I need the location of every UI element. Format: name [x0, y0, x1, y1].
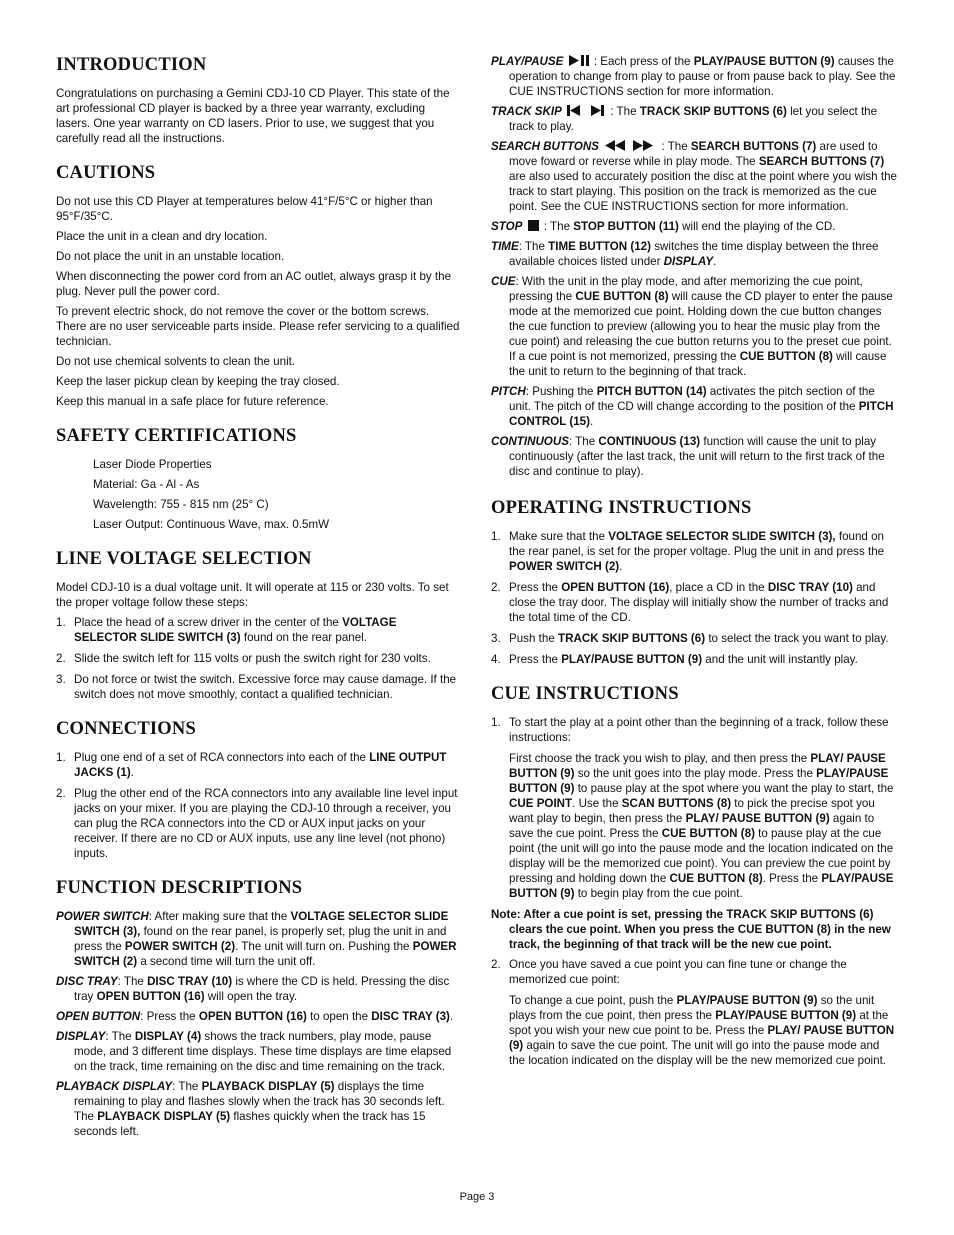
text-run: shows the track numbers, play mode, pause mode, and 3 different time displays. These time displays are time elapsed on the track, time remaining on the disc and time remaining on the track.	[74, 1030, 452, 1073]
text-run: : The	[568, 435, 599, 448]
bold-run: VOLTAGE SELECTOR SLIDE SWITCH (3)	[74, 616, 397, 644]
term: DISC TRAY	[56, 975, 118, 988]
text-run: found on the rear panel, is properly set, plug the unit in and press the	[74, 925, 447, 953]
step-number: 2.	[56, 787, 66, 800]
bold-run: CUE POINT	[509, 797, 573, 810]
bold-run: POWER SWITCH (2)	[509, 560, 620, 573]
text-run: Push the	[509, 632, 558, 645]
text-run: : Each press of the	[590, 55, 694, 68]
text-run: are also used to accurately position the disc at the point where you wish the track to start playing. This position on the track is memorized as the cue point. See the CUE INSTRUCTIONS section for more information.	[509, 170, 897, 213]
function-continuous	[491, 434, 898, 479]
text-run: again to save the cue point. The unit will go into the pause mode and the location indicated on the display will be the new memorized cue point.	[509, 1039, 887, 1067]
bold-run: PLAY/ PAUSE BUTTON (9)	[685, 812, 830, 825]
bold-run: PLAY/PAUSE BUTTON (9)	[509, 872, 894, 900]
text-run: will cause the unit to return to the beginning of that track.	[509, 350, 887, 378]
text-run: Press the	[509, 653, 562, 666]
bold-run: VOLTAGE SELECTOR SLIDE SWITCH (3),	[608, 530, 836, 543]
bold-run: POWER SWITCH (2)	[124, 940, 236, 953]
bold-run: OPEN BUTTON (16)	[561, 581, 670, 594]
cautions-heading: CAUTIONS	[56, 163, 156, 183]
text-run: . The unit will turn on. Pushing the	[235, 940, 413, 953]
cue-step	[491, 715, 898, 745]
function-play-pause	[491, 54, 898, 99]
line-voltage-step	[56, 672, 462, 702]
text-run: function will cause the unit to play continuously (after the last track, the unit will return to the first track of the disc and continue to play).	[509, 435, 885, 478]
bold-run: DISC TRAY (10)	[767, 581, 853, 594]
text-run: Make sure that the	[509, 530, 609, 543]
term: STOP	[491, 220, 523, 233]
left-column	[56, 54, 462, 1144]
term: SEARCH BUTTONS	[491, 140, 600, 153]
text-run: so the unit goes into the play mode. Press the	[574, 767, 817, 780]
step-text: Do not force or twist the switch. Excessive force may cause damage. If the switch does not move smoothly, contact a qualified technician.	[74, 673, 457, 701]
right-column	[491, 54, 898, 1074]
bold-run: PLAYBACK DISPLAY (5)	[201, 1080, 335, 1093]
bold-run: PITCH CONTROL (15)	[509, 400, 894, 428]
bold-run: LINE OUTPUT JACKS (1)	[74, 751, 447, 779]
step-number: 2.	[491, 581, 501, 594]
function-disc-tray	[56, 974, 462, 1004]
step-number: 2.	[56, 652, 66, 665]
page-number: Page 3	[459, 1191, 495, 1203]
play-pause-icon	[568, 54, 590, 67]
safety-section	[56, 425, 462, 532]
cue-paragraph-2	[491, 993, 898, 1068]
step-number: 1.	[56, 616, 66, 629]
bold-run: OPEN BUTTON (16)	[96, 990, 205, 1003]
connections-heading: CONNECTIONS	[56, 719, 196, 739]
search-icon	[603, 139, 657, 152]
operating-step	[491, 652, 898, 667]
text-run: to select the track you want to play.	[705, 632, 889, 645]
introduction-body: Congratulations on purchasing a Gemini CDJ-10 CD Player. This state of the art professional CD player is backed by a three year warranty, excluding lasers. One year warranty on CD lasers. Prior to use, we suggest that you carefully read all the instructions.	[56, 87, 450, 145]
function-time	[491, 239, 898, 269]
step-text	[509, 580, 898, 625]
function-open-button	[56, 1009, 462, 1024]
function-cue	[491, 274, 898, 379]
text-run: to pick the precise spot you want play to begin, then press the	[509, 797, 875, 825]
step-text	[509, 652, 898, 667]
text-run: found on the rear panel.	[240, 631, 367, 644]
caution-item: Place the unit in a clean and dry location.	[56, 230, 268, 243]
step-text: Plug the other end of the RCA connectors into any available line level input jacks on your mixer. If you are playing the CDJ-10 through a receiver, you can plug the RCA connectors into the CD or AUX input jacks on your receiver. If there are no CD or AUX inputs, use any line level (not phono) inputs.	[74, 787, 458, 860]
text-run: : Press the	[140, 1010, 199, 1023]
text-run: : The	[607, 105, 640, 118]
operating-step	[491, 580, 898, 625]
step-text: Once you have saved a cue point you can fine tune or change the memorized cue point:	[509, 958, 847, 986]
text-run: to pause play at the spot where you want the play to start, the	[574, 782, 894, 795]
text-run: let you select the track to play.	[509, 105, 878, 133]
bold-run: PLAYBACK DISPLAY (5)	[97, 1110, 231, 1123]
text-run: activates the pitch section of the unit. The pitch of the CD will change according to the position of the	[509, 385, 875, 413]
text-run: will open the tray.	[204, 990, 298, 1003]
term: OPEN BUTTON	[56, 1010, 141, 1023]
text-run: .	[619, 560, 623, 573]
operating-step	[491, 529, 898, 574]
introduction-section	[56, 54, 462, 146]
text-run: at the spot you wish your new cue point to be. Press the	[509, 1009, 889, 1037]
text-run: .	[589, 415, 594, 428]
bold-run: CUE BUTTON (8)	[661, 827, 755, 840]
function-playback-display	[56, 1079, 462, 1139]
term: CONTINUOUS	[491, 435, 569, 448]
caution-item: Keep the laser pickup clean by keeping the tray closed.	[56, 375, 340, 388]
bold-run: CUE BUTTON (8)	[669, 872, 763, 885]
safety-item: Laser Output: Continuous Wave, max. 0.5mW	[93, 518, 330, 531]
cue-instructions-section	[491, 683, 898, 1068]
caution-item: Do not place the unit in an unstable location.	[56, 250, 285, 263]
line-voltage-heading: LINE VOLTAGE SELECTION	[56, 549, 312, 569]
text-run: : The	[540, 220, 574, 233]
bold-run: PITCH BUTTON (14)	[596, 385, 707, 398]
step-text	[509, 631, 898, 646]
cue-step	[491, 957, 898, 987]
text-run: causes the operation to change from play to pause or from pause back to play. See the CUE INSTRUCTIONS section for more information.	[509, 55, 896, 98]
function-power-switch	[56, 909, 462, 969]
text-run: First choose the track you wish to play, and then press the	[509, 752, 811, 765]
bold-run: SEARCH BUTTONS (7)	[690, 140, 817, 153]
text-run: to begin play from the cue point.	[574, 887, 743, 900]
term: TRACK SKIP	[491, 105, 562, 118]
text-run: again to save the cue point. Press the	[509, 812, 875, 840]
term: DISPLAY	[663, 255, 714, 268]
bold-run: SEARCH BUTTONS (7)	[758, 155, 885, 168]
bold-run: PLAY/ PAUSE BUTTON (9)	[509, 1024, 895, 1052]
step-number: 1.	[56, 751, 66, 764]
function-search-buttons	[491, 139, 898, 214]
safety-item: Wavelength: 755 - 815 nm (25° C)	[93, 498, 269, 511]
term: PLAYBACK DISPLAY	[56, 1080, 173, 1093]
text-run: . Use the	[572, 797, 622, 810]
text-run: is where the CD is held. Pressing the disc tray	[74, 975, 450, 1003]
step-number: 2.	[491, 958, 501, 971]
step-text	[74, 750, 462, 780]
text-run: To change a cue point, push the	[509, 994, 677, 1007]
bold-run: PLAY/PAUSE BUTTON (9)	[715, 1009, 857, 1022]
bold-run: TRACK SKIP BUTTONS (6)	[558, 632, 706, 645]
track-skip-icon	[566, 104, 606, 117]
text-run: switches the time display between the three available choices listed under	[509, 240, 879, 268]
safety-heading: SAFETY CERTIFICATIONS	[56, 426, 297, 446]
bold-run: CUE BUTTON (8)	[739, 350, 833, 363]
operating-step	[491, 631, 898, 646]
text-run: flashes quickly when the track has 15 seconds left.	[74, 1110, 426, 1138]
bold-run: STOP BUTTON (11)	[573, 220, 679, 233]
bold-run: PLAY/PAUSE BUTTON (9)	[693, 55, 835, 68]
text-run: Plug one end of a set of RCA connectors into each of the	[74, 751, 370, 764]
text-run: Press the	[509, 581, 562, 594]
text-run: displays the time remaining to play and flashes slowly when the track has 30 seconds left. The	[74, 1080, 445, 1123]
text-run: : The	[518, 240, 549, 253]
bold-run: CUE BUTTON (8)	[575, 290, 669, 303]
text-run: and the unit will instantly play.	[702, 653, 858, 666]
line-voltage-step	[56, 651, 462, 666]
text-run: : With the unit in the play mode, and after memorizing the cue point, pressing the	[509, 275, 863, 303]
safety-item: Laser Diode Properties	[93, 458, 212, 471]
function-track-skip	[491, 104, 898, 134]
text-run: : After making sure that the	[148, 910, 291, 923]
function-display	[56, 1029, 462, 1074]
text-run: : The	[117, 975, 148, 988]
term: PITCH	[491, 385, 526, 398]
bold-run: PLAY/PAUSE BUTTON (9)	[561, 653, 703, 666]
text-run: , place a CD in the	[669, 581, 768, 594]
step-number: 3.	[491, 632, 501, 645]
stop-icon	[527, 219, 540, 232]
connections-step	[56, 750, 462, 780]
bold-run: CONTINUOUS (13)	[598, 435, 701, 448]
step-text	[509, 529, 898, 574]
text-run: will end the playing of the CD.	[678, 220, 836, 233]
bold-run: SCAN BUTTONS (8)	[621, 797, 732, 810]
bold-run: PLAY/ PAUSE BUTTON (9)	[509, 752, 886, 780]
text-run: : Pushing the	[525, 385, 597, 398]
line-voltage-section	[56, 548, 462, 702]
bold-run: DISPLAY (4)	[134, 1030, 202, 1043]
bold-run: DISC TRAY (10)	[147, 975, 233, 988]
cue-note: Note: After a cue point is set, pressing the TRACK SKIP BUTTONS (6) clears the cue point. When you press the CUE BUTTON (8) in the new track, the beginning of that track will be the new cue point.	[491, 908, 891, 951]
text-run: .	[130, 766, 134, 779]
line-voltage-intro: Model CDJ-10 is a dual voltage unit. It will operate at 115 or 230 volts. To set the proper voltage follow these steps:	[56, 581, 449, 609]
text-run: a second time will turn the unit off.	[137, 955, 316, 968]
step-number: 1.	[491, 530, 501, 543]
bold-run: OPEN BUTTON (16)	[198, 1010, 307, 1023]
caution-item: Keep this manual in a safe place for future reference.	[56, 395, 329, 408]
text-run: are used to move foward or reverse while in play mode. The	[509, 140, 878, 168]
text-run: .	[713, 255, 717, 268]
operating-instructions-section	[491, 497, 898, 667]
bold-run: TRACK SKIP BUTTONS (6)	[639, 105, 787, 118]
text-run: found on the rear panel, is set for the proper voltage. Plug the unit in and press the	[509, 530, 885, 558]
text-run: so the unit plays from the cue point, then press the	[509, 994, 875, 1022]
function-pitch	[491, 384, 898, 429]
text-run: : The	[172, 1080, 202, 1093]
connections-section	[56, 718, 462, 861]
step-number: 3.	[56, 673, 66, 686]
term: PLAY/PAUSE	[491, 55, 564, 68]
function-stop	[491, 219, 898, 234]
line-voltage-step	[56, 615, 462, 645]
step-text	[74, 615, 462, 645]
connections-step	[56, 786, 462, 861]
bold-run: PLAY/PAUSE BUTTON (9)	[509, 767, 889, 795]
text-run: . Press the	[762, 872, 822, 885]
caution-item: When disconnecting the power cord from an AC outlet, always grasp it by the plug. Never pull the power cord.	[56, 270, 452, 298]
step-number: 4.	[491, 653, 501, 666]
text-run: : The	[105, 1030, 135, 1043]
introduction-heading: INTRODUCTION	[56, 55, 207, 75]
term: POWER SWITCH	[56, 910, 149, 923]
step-text: To start the play at a point other than the beginning of a track, follow these instructions:	[509, 716, 889, 744]
bold-run: TIME BUTTON (12)	[548, 240, 651, 253]
step-number: 1.	[491, 716, 501, 729]
safety-item: Material: Ga - Al - As	[93, 478, 200, 491]
text-run: : The	[658, 140, 691, 153]
text-run: and close the tray door. The display will initially show the number of tracks and the total time of the CD.	[509, 581, 889, 624]
term: TIME	[491, 240, 519, 253]
cautions-section	[56, 162, 462, 409]
bold-run: VOLTAGE SELECTOR SLIDE SWITCH (3),	[74, 910, 449, 938]
step-text: Slide the switch left for 115 volts or push the switch right for 230 volts.	[74, 652, 431, 665]
bold-run: POWER SWITCH (2)	[74, 940, 457, 968]
function-descriptions-section	[56, 877, 462, 1139]
text-run: Place the head of a screw driver in the center of the	[74, 616, 343, 629]
term: DISPLAY	[56, 1030, 106, 1043]
text-run: .	[449, 1010, 454, 1023]
text-run: will cause the CD player to enter the pause mode at the memorized cue point. Holding down the cue button changes the cue function to preview (allowing you to hear the music play from the cue point) and releasing the cue button returns you to the preset cue point. If a cue point is not memorized, pressing the	[509, 290, 893, 363]
bold-run: PLAY/PAUSE BUTTON (9)	[676, 994, 818, 1007]
cue-paragraph-1	[491, 751, 898, 901]
term: CUE	[491, 275, 516, 288]
caution-item: To prevent electric shock, do not remove the cover or the bottom screws. There are no user serviceable parts inside. Please refer servicing to a qualified technician.	[56, 305, 460, 348]
text-run: to open the	[306, 1010, 372, 1023]
operating-instructions-heading: OPERATING INSTRUCTIONS	[491, 498, 752, 518]
caution-item: Do not use chemical solvents to clean the unit.	[56, 355, 296, 368]
function-descriptions-heading: FUNCTION DESCRIPTIONS	[56, 878, 303, 898]
cue-instructions-heading: CUE INSTRUCTIONS	[491, 684, 679, 704]
bold-run: DISC TRAY (3)	[371, 1010, 450, 1023]
text-run: to pause play at the cue point (the unit will go into the pause mode and the location indicated on the display will be the memorized cue point). You can preview the cue point by pressing and holding down the	[509, 827, 894, 885]
caution-item: Do not use this CD Player at temperatures below 41°F/5°C or higher than 95°F/35°C.	[56, 195, 433, 223]
